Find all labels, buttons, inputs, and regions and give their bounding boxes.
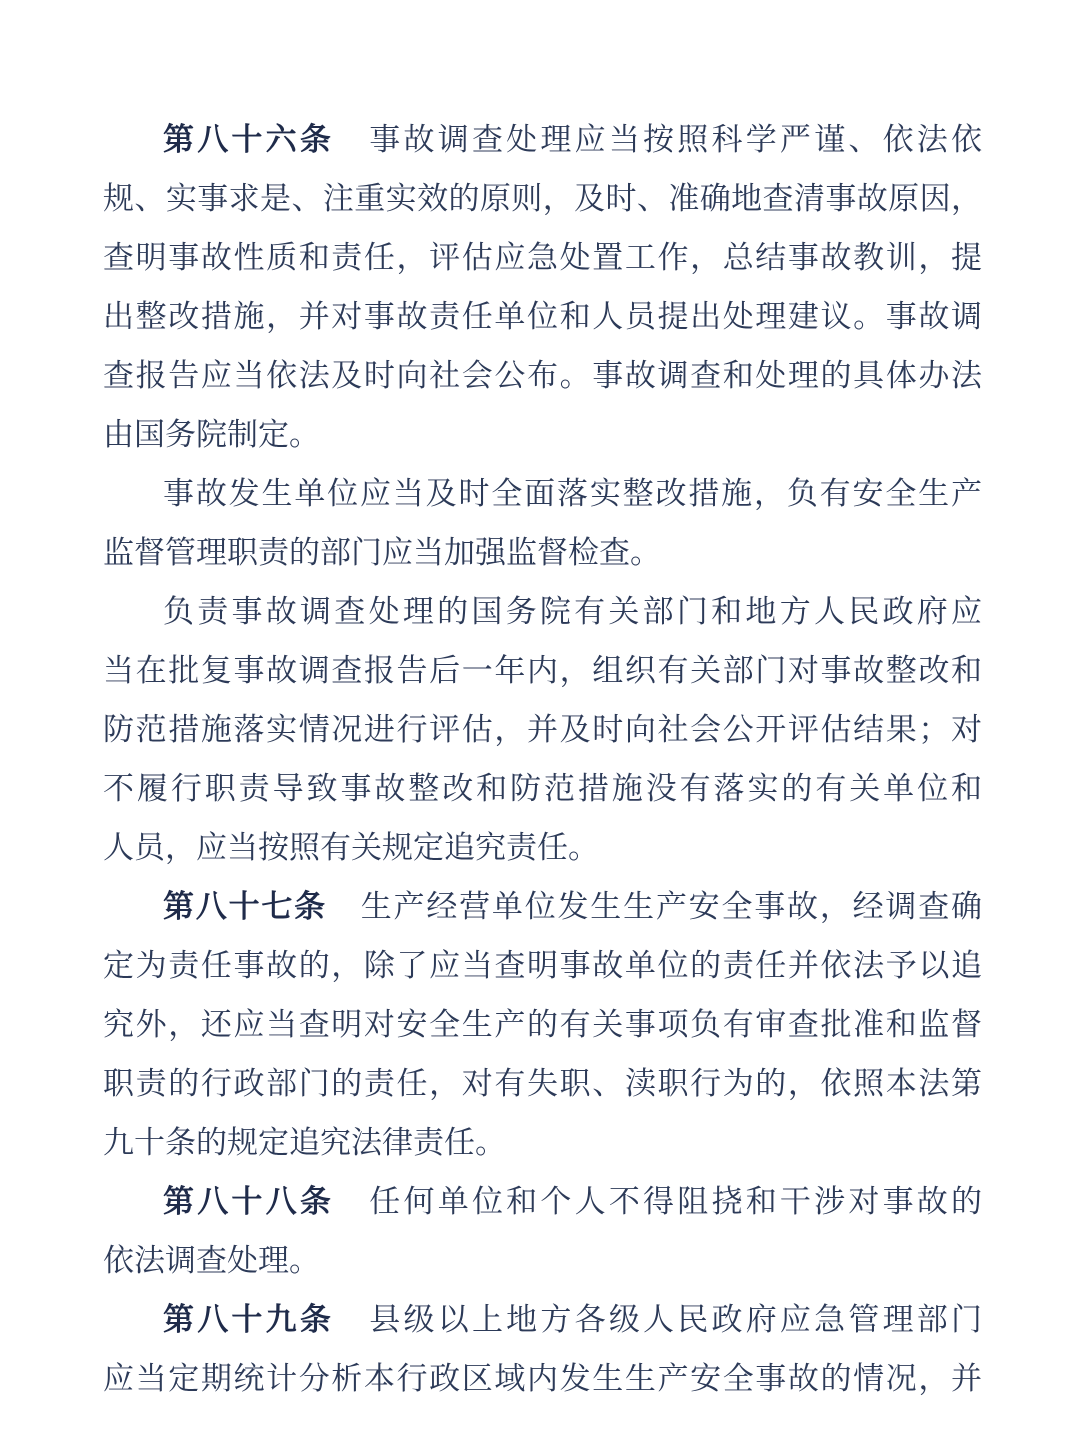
label-gap [334,149,366,150]
line-text: 查报告应当依法及时向社会公布。事故调查和处理的具体办法 [103,358,982,393]
text-line [103,464,982,523]
text-line [103,228,982,287]
text-line [103,523,982,582]
article-number-label: 第八十六条 [163,122,335,157]
line-text: 县级以上地方各级人民政府应急管理部门 [366,1302,982,1337]
line-text: 究外，还应当查明对安全生产的有关事项负有审查批准和监督 [103,1007,982,1042]
text-line [103,936,982,995]
line-text: 定为责任事故的，除了应当查明事故单位的责任并依法予以追 [103,948,982,983]
text-line [103,700,982,759]
text-line [103,1349,982,1408]
text-line [103,1290,982,1349]
text-line [103,1172,982,1231]
article-number-label: 第八十九条 [163,1302,335,1337]
line-text: 不履行职责导致事故整改和防范措施没有落实的有关单位和 [103,771,982,806]
line-text: 出整改措施，并对事故责任单位和人员提出处理建议。事故调 [103,299,982,334]
text-line [103,877,982,936]
line-text: 任何单位和个人不得阻挠和干涉对事故的 [366,1184,982,1219]
line-text: 监督管理职责的部门应当加强监督检查。 [103,535,661,570]
line-text: 当在批复事故调查报告后一年内，组织有关部门对事故整改和 [103,653,982,688]
line-text: 依法调查处理。 [103,1243,320,1278]
text-line [103,995,982,1054]
text-column [103,110,982,1408]
line-text: 防范措施落实情况进行评估，并及时向社会公开评估结果；对 [103,712,982,747]
label-gap [334,1329,366,1330]
line-text: 应当定期统计分析本行政区域内发生生产安全事故的情况，并 [103,1361,982,1396]
line-text: 事故发生单位应当及时全面落实整改措施，负有安全生产 [163,476,982,511]
text-line [103,582,982,641]
text-line [103,346,982,405]
label-gap [334,1211,366,1212]
line-text: 人员，应当按照有关规定追究责任。 [103,830,599,865]
line-text: 职责的行政部门的责任，对有失职、渎职行为的，依照本法第 [103,1066,982,1101]
line-text: 生产经营单位发生生产安全事故，经调查确 [358,889,982,924]
line-text: 由国务院制定。 [103,417,320,452]
line-text: 负责事故调查处理的国务院有关部门和地方人民政府应 [163,594,982,629]
article-number-label: 第八十七条 [163,889,327,924]
line-text: 规、实事求是、注重实效的原则，及时、准确地查清事故原因， [103,181,982,216]
text-line [103,110,982,169]
text-line [103,818,982,877]
text-line [103,1113,982,1172]
label-gap [327,916,359,917]
line-text: 九十条的规定追究法律责任。 [103,1125,506,1160]
line-text: 查明事故性质和责任，评估应急处置工作，总结事故教训，提 [103,240,982,275]
line-text: 事故调查处理应当按照科学严谨、依法依 [366,122,982,157]
article-number-label: 第八十八条 [163,1184,335,1219]
text-line [103,641,982,700]
text-line [103,169,982,228]
text-line [103,759,982,818]
text-line [103,1231,982,1290]
text-line [103,405,982,464]
text-line [103,1054,982,1113]
text-line [103,287,982,346]
